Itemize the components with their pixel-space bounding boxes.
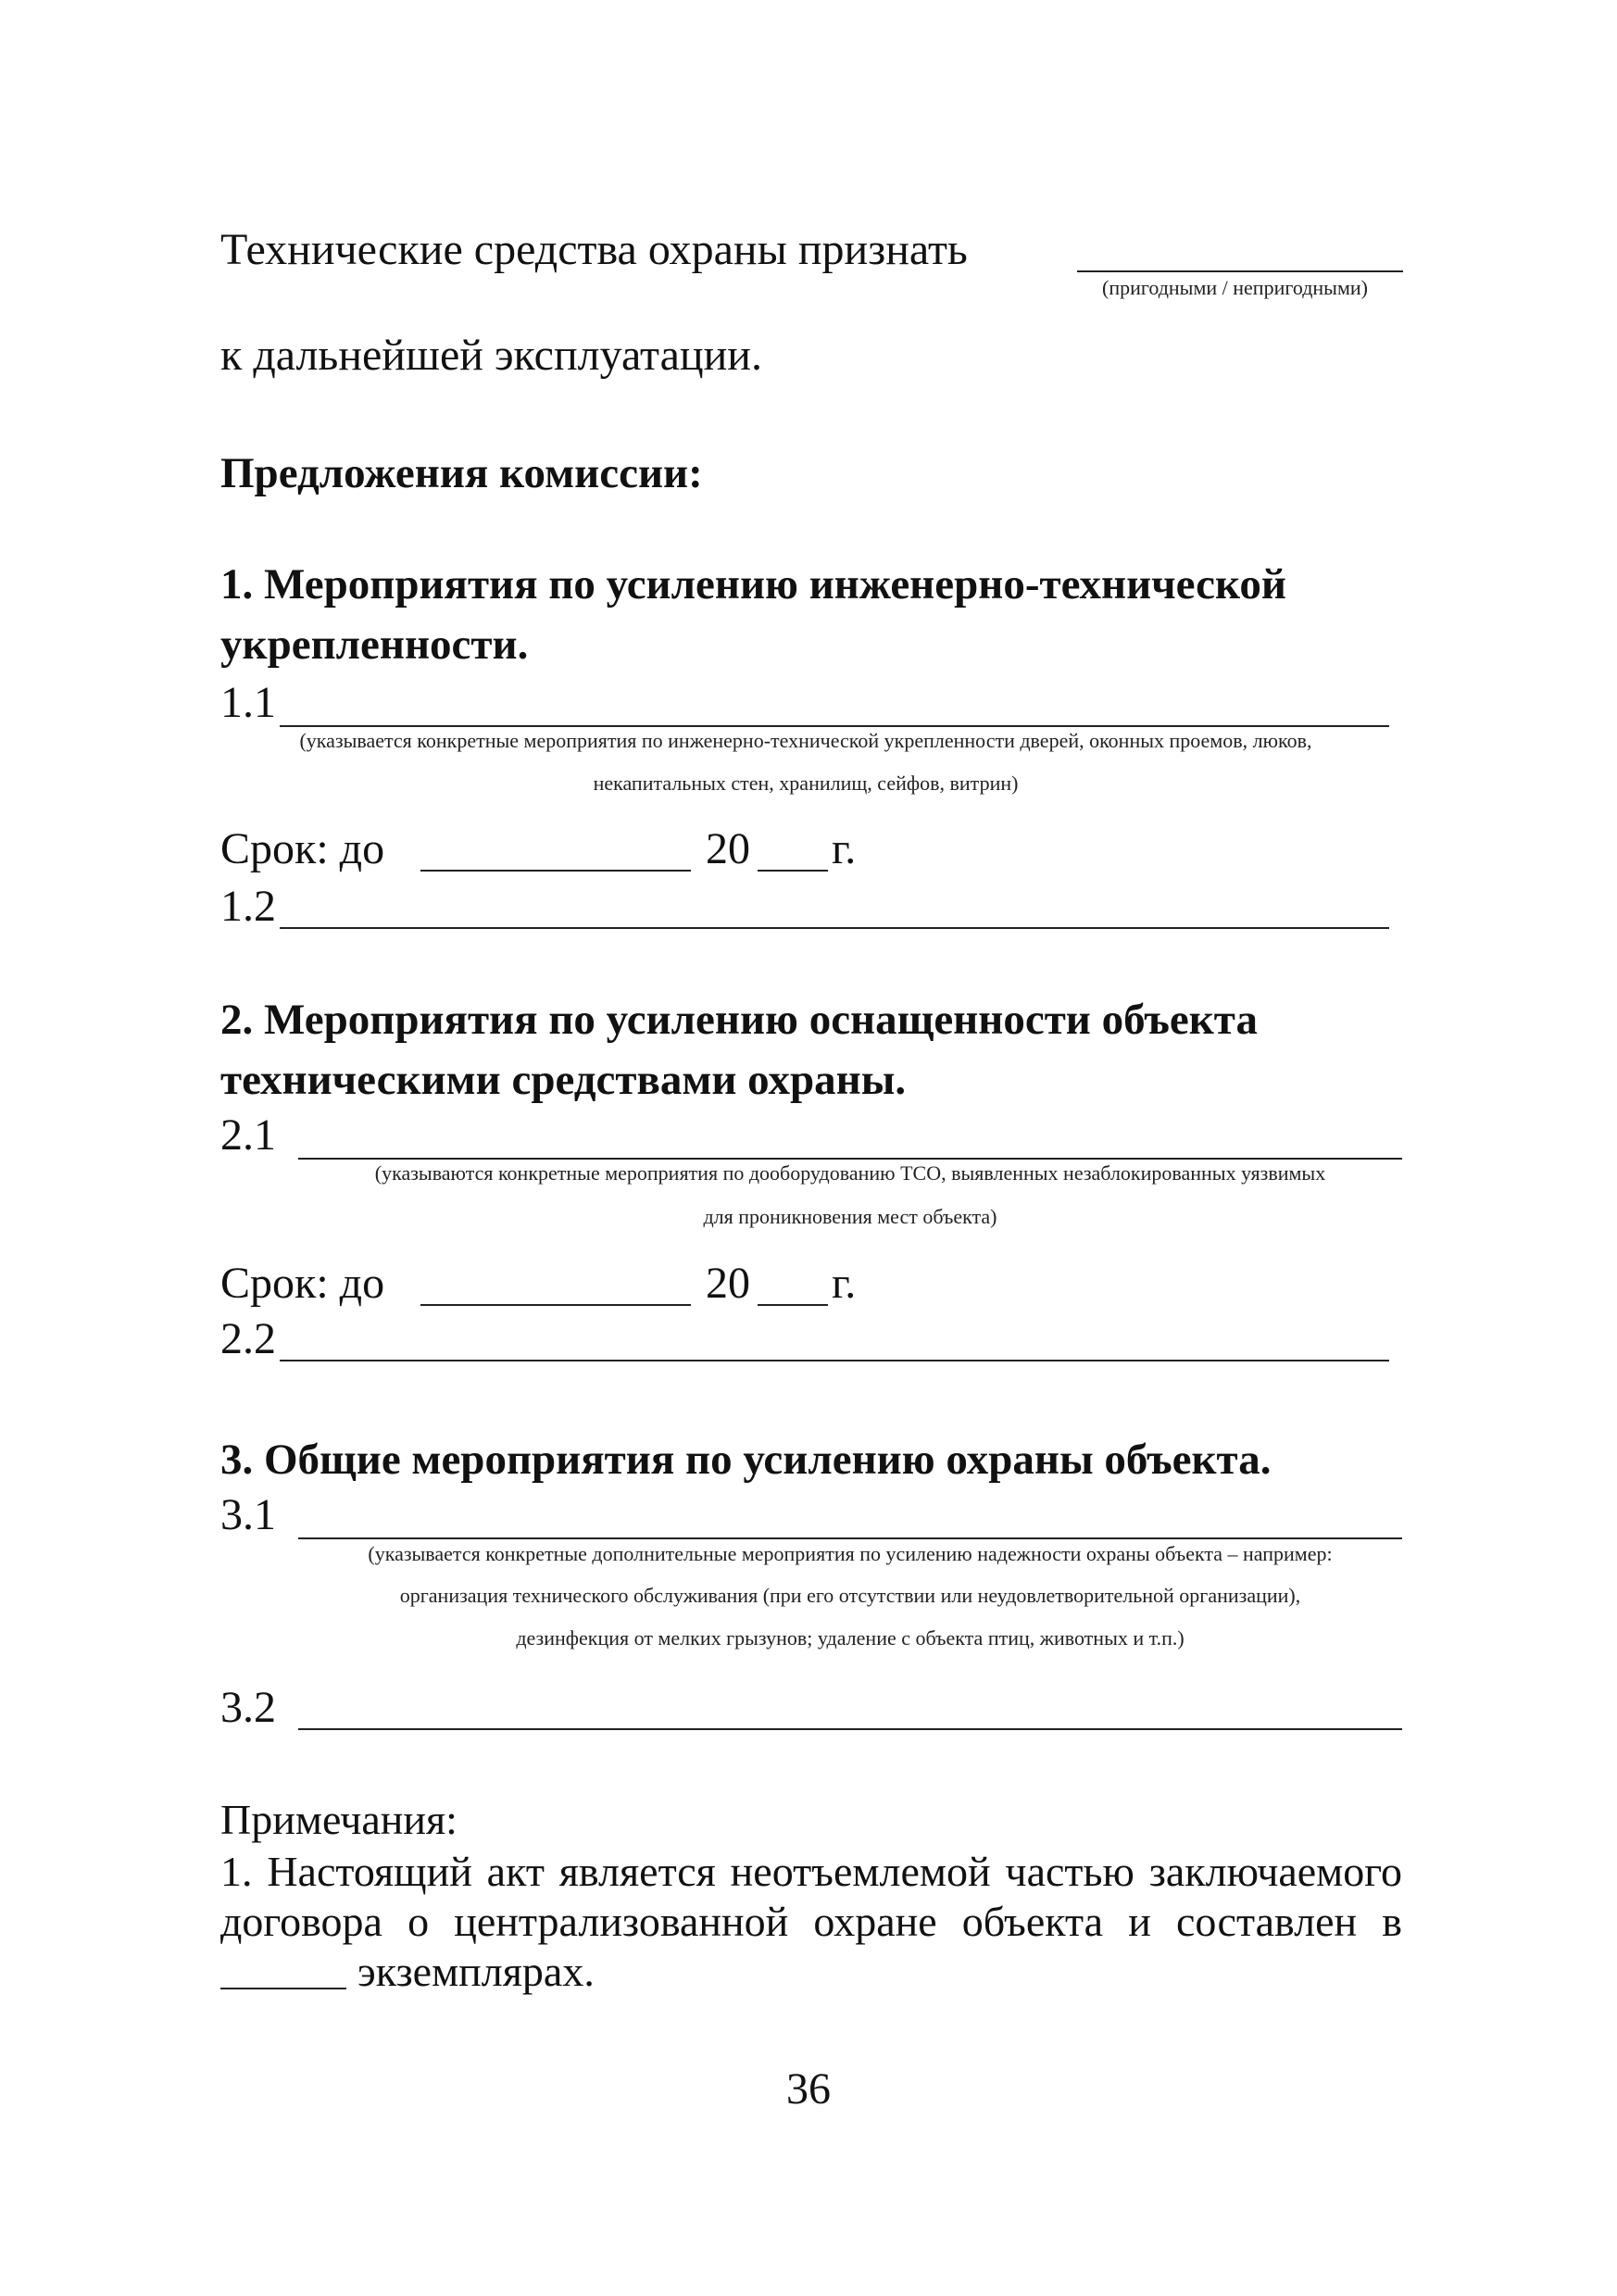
section1-hint-line2: некапитальных стен, хранилищ, сейфов, витрин) [593,772,1019,795]
section3-item1-number: 3.1 [220,1490,276,1539]
section3-hint-line2: организация технического обслуживания (при его отсутствии или неудовлетворительной организации), [399,1584,1301,1607]
section2-year-suffix: г. [832,1259,857,1308]
notes-copies-blank[interactable] [220,1988,346,1989]
proposals-heading: Предложения комиссии: [220,449,703,497]
notes-line3: экземплярах. [357,1948,595,1995]
section1-deadline-label: Срок: до [220,824,385,873]
section2-item2-number: 2.2 [220,1314,276,1363]
acceptance-continuation: к дальнейшей эксплуатации. [220,331,762,380]
section2-title-line1: 2. Мероприятия по усилению оснащенности объекта [220,996,1258,1044]
notes-label: Примечания: [220,1796,458,1843]
section1-item2-blank[interactable] [280,927,1389,929]
section3-hint-line3: дезинфекция от мелких грызунов; удаление с объекта птиц, животных и т.п.) [516,1626,1185,1650]
section1-item1-blank[interactable] [280,725,1389,727]
section2-hint-line1: (указываются конкретные мероприятия по дооборудованию ТСО, выявленных незаблокированных уязвимых [374,1161,1326,1185]
section1-year-suffix: г. [832,824,857,873]
section2-year-prefix: 20 [706,1259,750,1308]
section2-item2-blank[interactable] [280,1360,1389,1361]
section2-hint-line2: для проникновения мест объекта) [703,1205,997,1228]
section3-title: 3. Общие мероприятия по усилению охраны объекта. [220,1436,1272,1484]
section1-year-prefix: 20 [706,824,750,873]
section1-title-line1: 1. Мероприятия по усилению инженерно-технической [220,560,1286,609]
notes-line2: договора о централизованной охране объекта и составлен в [220,1898,1402,1945]
section3-item2-number: 3.2 [220,1683,276,1732]
section1-deadline-date-blank[interactable] [420,870,691,872]
section2-year-blank[interactable] [758,1304,828,1306]
page-number: 36 [786,2064,831,2114]
section1-title-line2: укрепленности. [220,621,529,669]
section3-item2-blank[interactable] [298,1728,1402,1730]
section2-item1-blank[interactable] [298,1158,1402,1160]
section1-hint-line1: (указывается конкретные мероприятия по инженерно-технической укрепленности дверей, оконных проемов, люков, [299,729,1312,752]
acceptance-statement: Технические средства охраны признать [220,225,968,274]
section2-item1-number: 2.1 [220,1110,276,1160]
section2-deadline-date-blank[interactable] [420,1304,691,1306]
section2-deadline-label: Срок: до [220,1259,385,1308]
section3-item1-blank[interactable] [298,1537,1402,1539]
notes-line1: 1. Настоящий акт является неотъемлемой частью заключаемого [220,1848,1402,1895]
section2-title-line2: техническими средствами охраны. [220,1056,907,1104]
acceptance-hint: (пригодными / непригодными) [1102,276,1368,299]
acceptance-blank[interactable] [1077,270,1403,272]
section1-year-blank[interactable] [758,870,828,872]
section3-hint-line1: (указывается конкретные дополнительные мероприятия по усилению надежности охраны объекта – например: [368,1542,1333,1565]
section1-item1-number: 1.1 [220,678,276,727]
section1-item2-number: 1.2 [220,882,276,931]
